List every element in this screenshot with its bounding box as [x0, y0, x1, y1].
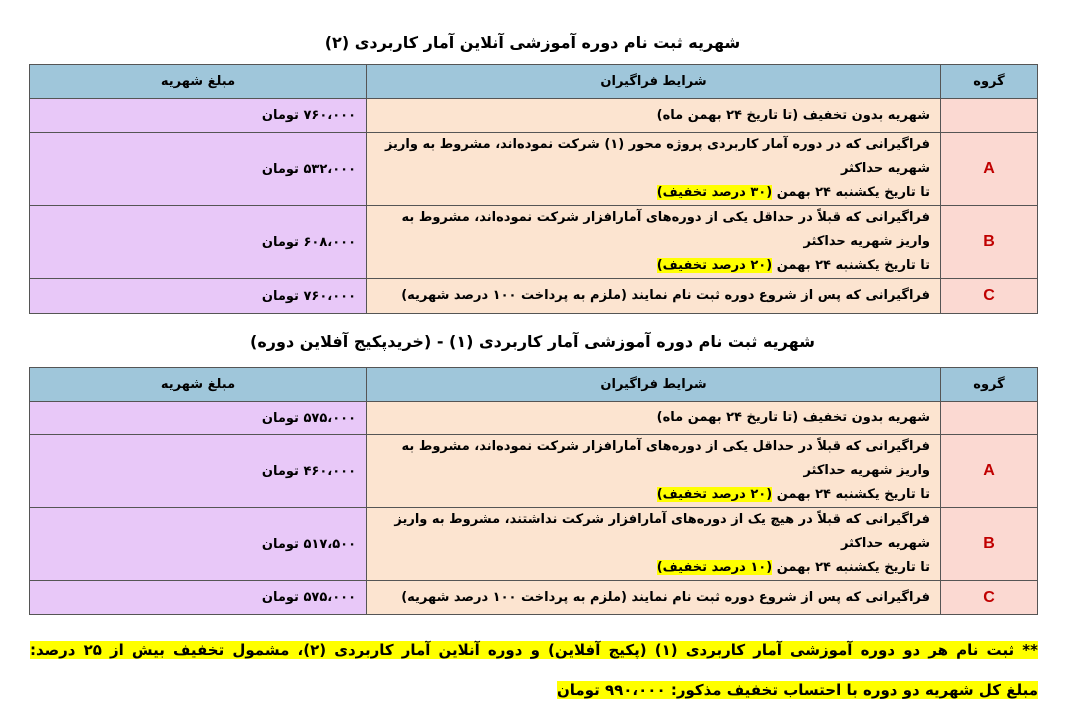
header-group: گروه — [941, 368, 1038, 402]
note-line-2: مبلغ کل شهریه دو دوره با احتساب تخفیف مذکور: ۹۹۰،۰۰۰ تومان — [556, 681, 1038, 699]
conditions-cell — [367, 99, 941, 133]
fee-table-2 — [29, 367, 1038, 615]
fee-cell: ۷۶۰،۰۰۰ تومان — [30, 279, 367, 314]
conditions-cell — [367, 279, 941, 314]
fee-cell: ۵۳۲،۰۰۰ تومان — [30, 133, 367, 206]
group-cell: B — [941, 508, 1038, 581]
deadline-text: تا تاریخ یکشنبه ۲۴ بهمن — [772, 487, 930, 502]
conditions-deadline — [377, 556, 930, 580]
conditions-cell — [367, 206, 941, 279]
conditions-text: فراگیرانی که قبلاً در هیچ یک از دوره‌های آمارافزار شرکت نداشتند، مشروط به واریز شهریه حداکثر — [394, 512, 930, 551]
conditions-text: فراگیرانی که پس از شروع دوره ثبت نام نمایند (ملزم به پرداخت ۱۰۰ درصد شهریه) — [401, 288, 930, 303]
table2-title: شهریه ثبت نام دوره آموزشی آمار کاربردی (۱) - (خریدپکیج آفلاین دوره) — [250, 332, 815, 351]
fee-cell: ۵۱۷،۵۰۰ تومان — [30, 508, 367, 581]
table-row — [30, 206, 1038, 279]
group-cell: C — [941, 279, 1038, 314]
group-cell: B — [941, 206, 1038, 279]
fee-cell: ۵۷۵،۰۰۰ تومان — [30, 402, 367, 435]
conditions-text: فراگیرانی که قبلاً در حداقل یکی از دوره‌های آمارافزار شرکت نموده‌اند، مشروط به واریز شهریه حداکثر — [401, 210, 930, 249]
table-row — [30, 435, 1038, 508]
conditions-text: فراگیرانی که در دوره آمار کاربردی پروژه محور (۱) شرکت نموده‌اند، مشروط به واریز شهریه حداکثر — [384, 137, 930, 176]
deadline-text: تا تاریخ یکشنبه ۲۴ بهمن — [772, 185, 930, 200]
table1-title: شهریه ثبت نام دوره آموزشی آنلاین آمار کاربردی (۲) — [324, 33, 741, 52]
table-header-row — [30, 368, 1038, 402]
discount-highlight: (۳۰ درصد تخفیف) — [656, 185, 773, 200]
fee-table-1 — [29, 64, 1038, 314]
conditions-cell — [367, 402, 941, 435]
discount-highlight: (۲۰ درصد تخفیف) — [656, 487, 773, 502]
table-row — [30, 508, 1038, 581]
discount-highlight: (۲۰ درصد تخفیف) — [656, 258, 773, 273]
combined-discount-note — [30, 636, 1038, 664]
table-row — [30, 279, 1038, 314]
fee-cell: ۵۷۵،۰۰۰ تومان — [30, 581, 367, 615]
deadline-text: تا تاریخ یکشنبه ۲۴ بهمن — [772, 560, 930, 575]
conditions-deadline — [377, 181, 930, 205]
conditions-cell — [367, 435, 941, 508]
fee-cell: ۴۶۰،۰۰۰ تومان — [30, 435, 367, 508]
conditions-text: فراگیرانی که قبلاً در حداقل یکی از دوره‌های آمارافزار شرکت نموده‌اند، مشروط به واریز شهریه حداکثر — [401, 439, 930, 478]
fee-cell: ۷۶۰،۰۰۰ تومان — [30, 99, 367, 133]
note-line-1: ** ثبت نام هر دو دوره آموزشی آمار کاربردی (۱) (پکیج آفلاین) و دوره آنلاین آمار کاربردی (۲)، مشمول تخفیف بیش از ۲۵ درصد: — [30, 641, 1038, 659]
header-group: گروه — [941, 65, 1038, 99]
conditions-text: فراگیرانی که پس از شروع دوره ثبت نام نمایند (ملزم به پرداخت ۱۰۰ درصد شهریه) — [401, 589, 930, 605]
header-conditions: شرایط فراگیران — [367, 65, 941, 99]
table-row — [30, 402, 1038, 435]
header-conditions: شرایط فراگیران — [367, 368, 941, 402]
table-row — [30, 99, 1038, 133]
conditions-deadline — [377, 483, 930, 507]
deadline-text: تا تاریخ یکشنبه ۲۴ بهمن — [772, 258, 930, 273]
conditions-text: شهریه بدون تخفیف (تا تاریخ ۲۴ بهمن ماه) — [656, 410, 930, 425]
group-cell: A — [941, 133, 1038, 206]
header-fee: مبلغ شهریه — [30, 65, 367, 99]
group-cell: C — [941, 581, 1038, 615]
conditions-deadline — [377, 254, 930, 278]
conditions-cell — [367, 133, 941, 206]
fee-cell: ۶۰۸،۰۰۰ تومان — [30, 206, 367, 279]
table-row — [30, 581, 1038, 615]
combined-total-note — [30, 676, 1038, 704]
table-header-row — [30, 65, 1038, 99]
header-fee: مبلغ شهریه — [30, 368, 367, 402]
table-row — [30, 133, 1038, 206]
group-cell — [941, 402, 1038, 435]
discount-highlight: (۱۰ درصد تخفیف) — [656, 560, 773, 575]
group-cell — [941, 99, 1038, 133]
conditions-cell — [367, 508, 941, 581]
conditions-cell — [367, 581, 941, 615]
group-cell: A — [941, 435, 1038, 508]
conditions-text: شهریه بدون تخفیف (تا تاریخ ۲۴ بهمن ماه) — [656, 107, 930, 123]
